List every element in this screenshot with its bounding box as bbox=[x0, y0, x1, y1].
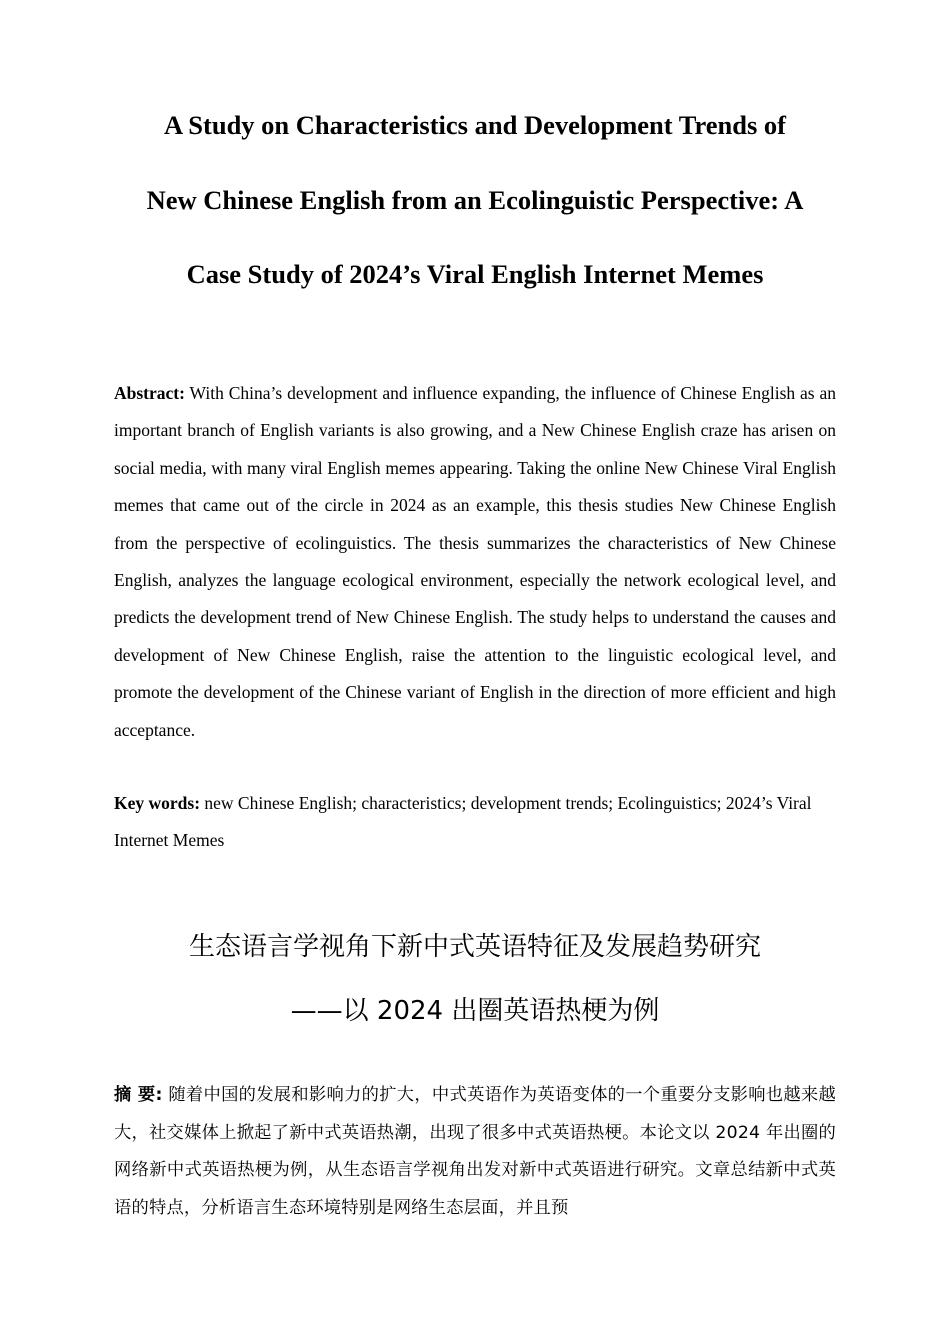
keywords-text: new Chinese English; characteristics; development trends; Ecolinguistics; 2024’s Viral Internet Memes bbox=[114, 793, 812, 850]
chinese-abstract-text: 随着中国的发展和影响力的扩大，中式英语作为英语变体的一个重要分支影响也越来越大，社交媒体上掀起了新中式英语热潮，出现了很多中式英语热梗。本论文以 2024 年出圈的网络新中式英语热梗为例，从生态语言学视角出发对新中式英语进行研究。文章总结新中式英语的特点，分析语言生态环境特别是网络生态层面，并且预 bbox=[114, 1085, 836, 1218]
english-keywords bbox=[114, 785, 836, 859]
chinese-title-line: ——以 2024 出圈英语热梗为例 bbox=[290, 996, 660, 1026]
english-abstract bbox=[114, 375, 836, 749]
english-title-line: New Chinese English from an Ecolinguistic Perspective: A bbox=[146, 184, 804, 215]
english-title-line: Case Study of 2024’s Viral English Internet Memes bbox=[186, 259, 764, 289]
chinese-title-line: 生态语言学视角下新中式英语特征及发展趋势研究 bbox=[188, 932, 761, 962]
chinese-abstract bbox=[114, 1077, 836, 1227]
keywords-label: Key words: bbox=[114, 793, 201, 813]
english-title bbox=[104, 88, 846, 312]
chinese-title bbox=[104, 915, 846, 1043]
abstract-label: Abstract: bbox=[114, 383, 185, 403]
chinese-abstract-label: 摘 要: bbox=[114, 1085, 163, 1105]
english-title-line: A Study on Characteristics and Development Trends of bbox=[163, 110, 787, 140]
abstract-text: With China’s development and influence expanding, the influence of Chinese English as an important branch of English variants is also growing, and a New Chinese English craze has arisen on social media, with many viral English memes appearing. Taking the online New Chinese Viral English memes that came out of the circle in 2024 as an example, this thesis studies New Chinese English from the perspective of ecolinguistics. The thesis summarizes the characteristics of New Chinese English, analyzes the language ecological environment, especially the network ecological level, and predicts the development trend of New Chinese English. The study helps to understand the causes and development of New Chinese English, raise the attention to the linguistic ecological level, and promote the development of the Chinese variant of English in the direction of more efficient and high acceptance. bbox=[114, 383, 836, 740]
